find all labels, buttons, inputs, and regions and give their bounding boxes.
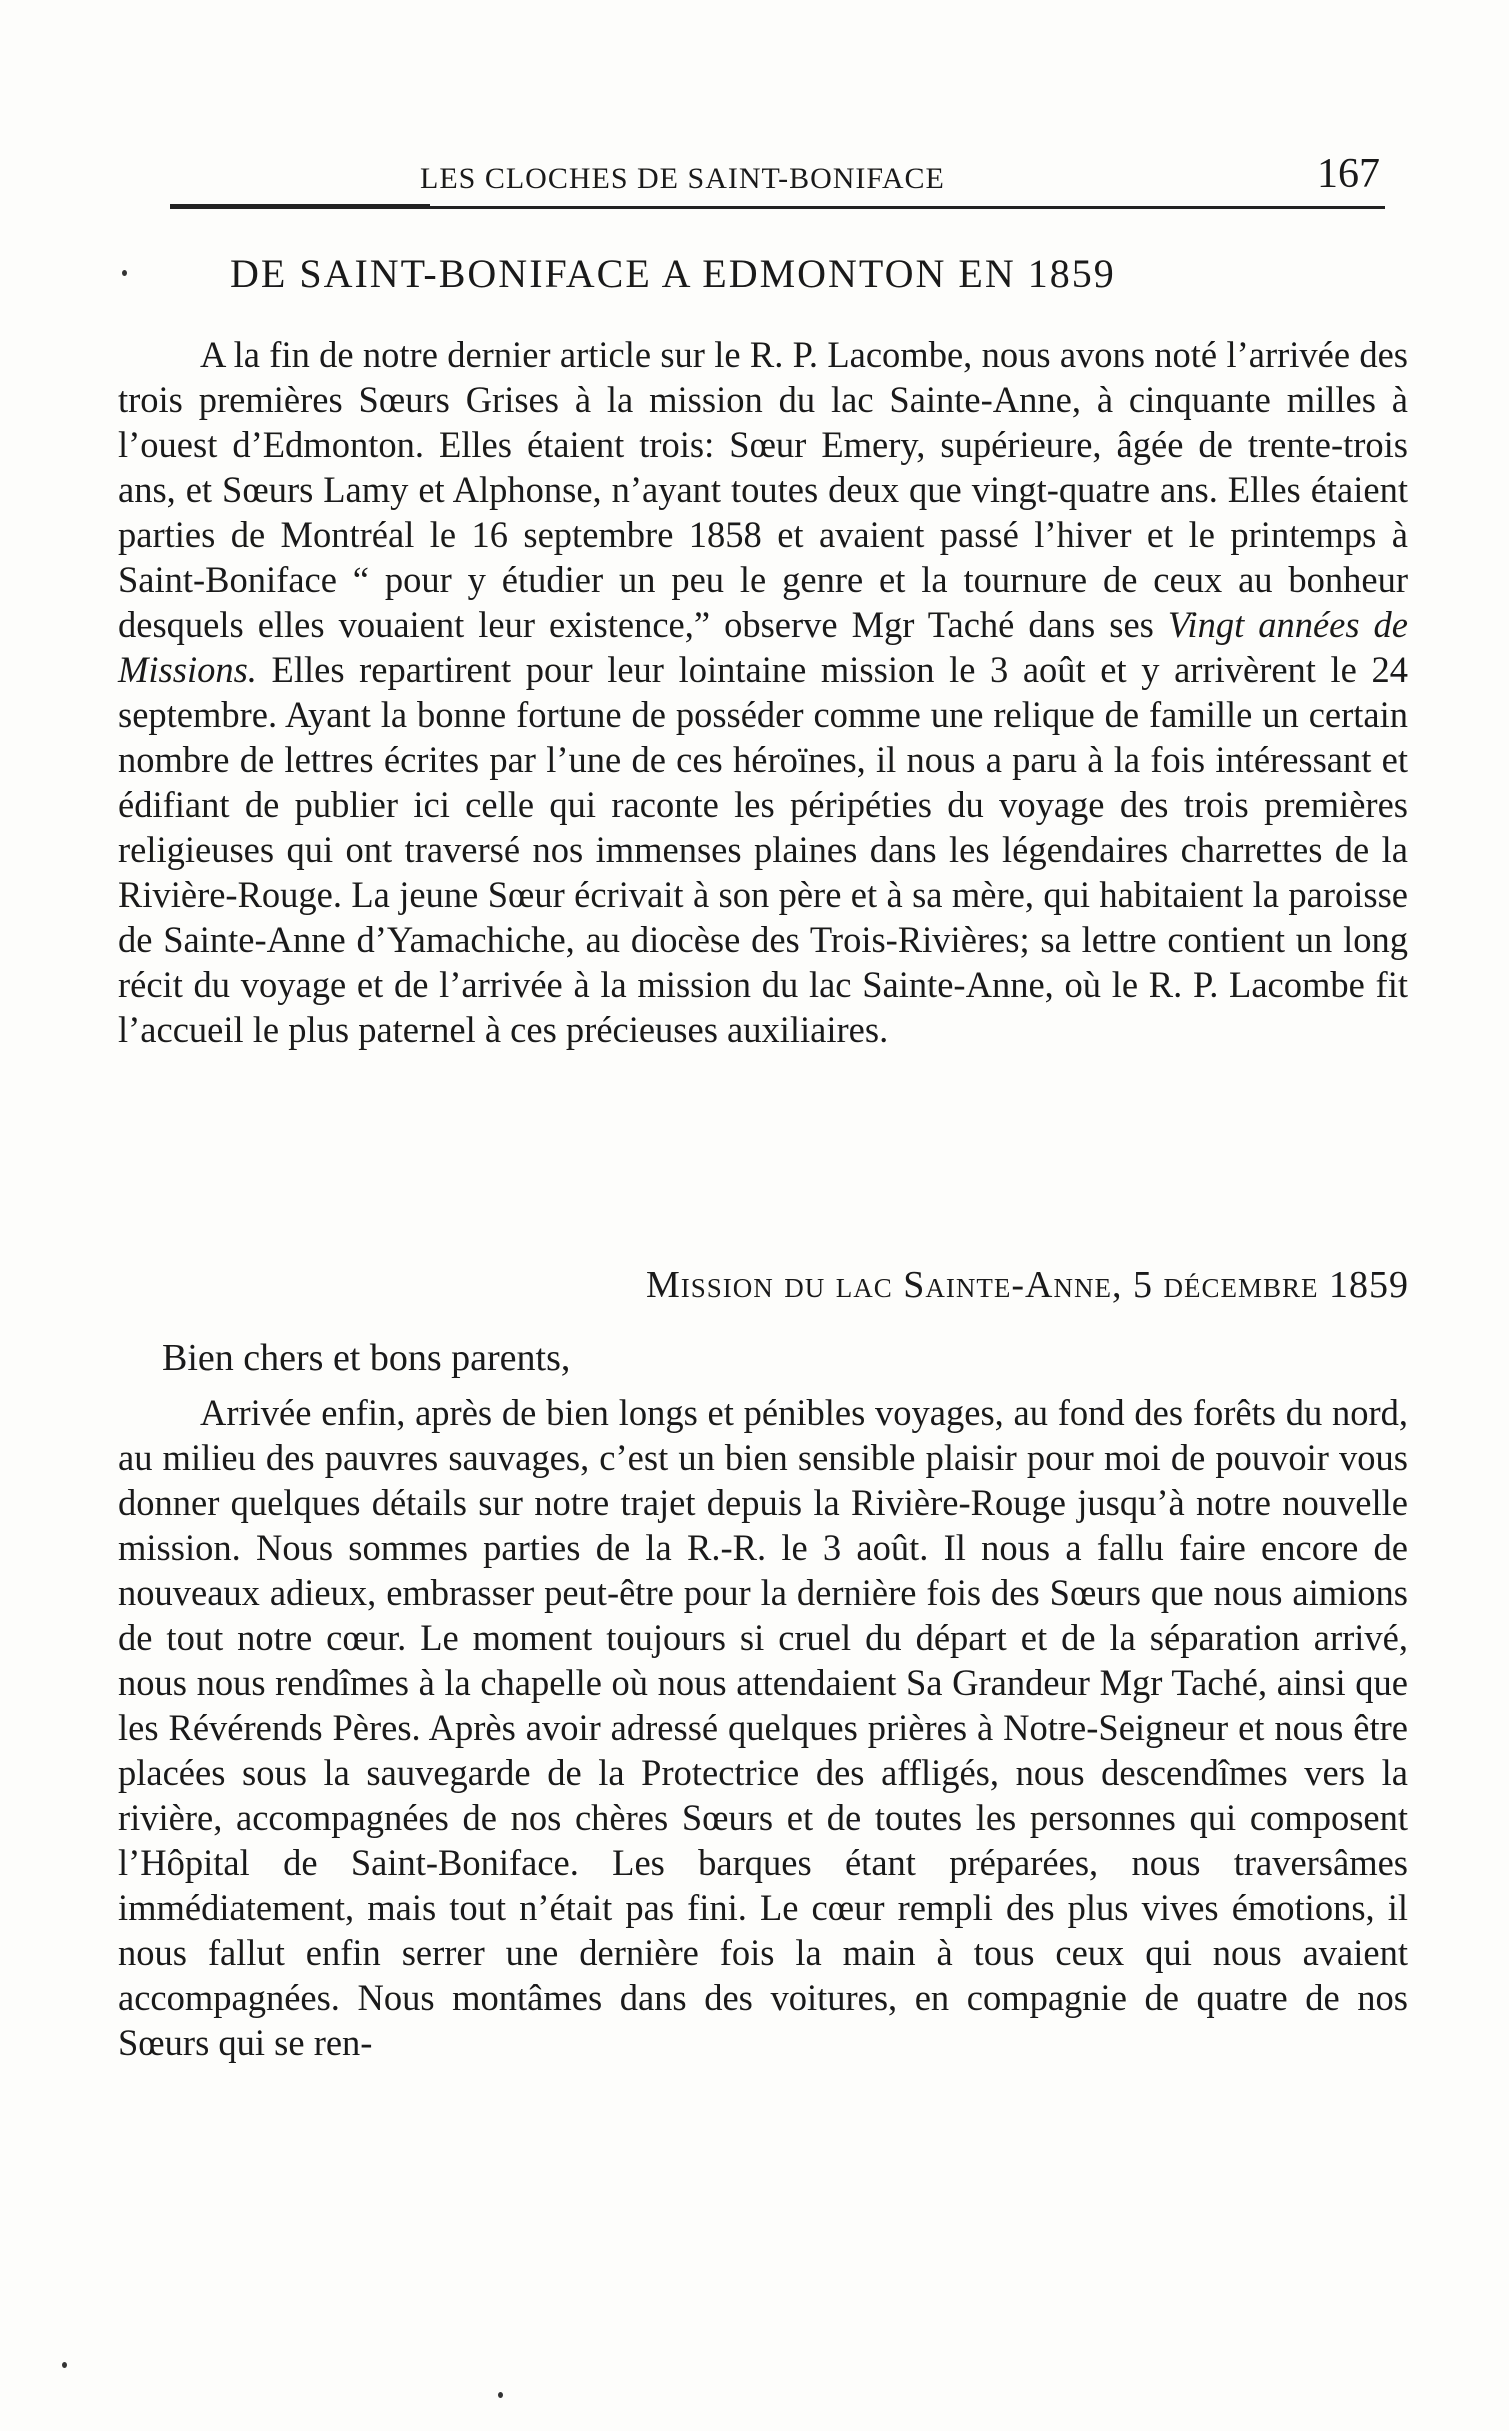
- intro-text-part-1: A la fin de notre dernier article sur le R. P. Lacombe, nous avons noté l’arrivée des trois premières Sœurs Grises à la mission du lac Sainte-Anne, à cinquante milles à l’ouest d’Edmonton. Elles étaient trois: Sœur Emery, supérieure, âgée de trente-trois ans, et Sœurs Lamy et Alphonse, n’ayant toutes deux que vingt-quatre ans. Elles étaient parties de Montréal le 16 septembre 1858 et avaient passé l’hiver et le printemps à Saint-Boniface “ pour y étudier un peu le genre et la tournure de ceux au bonheur desquels elles vouaient leur existence,” observe Mgr Taché dans ses: [118, 334, 1408, 645]
- intro-book-title: Vingt années de Missions.: [118, 604, 1408, 690]
- letter-salutation: Bien chers et bons parents,: [162, 1337, 571, 1379]
- print-speck: [62, 2362, 67, 2368]
- page-number: 167: [1317, 151, 1380, 197]
- section-title: DE SAINT-BONIFACE A EDMONTON EN 1859: [230, 251, 1116, 296]
- letter-text: Arrivée enfin, après de bien longs et pénibles voyages, au fond des forêts du nord, au milieu des pauvres sauvages, c’est un bien sensible plaisir pour moi de pouvoir vous donner quelques détails sur notre trajet depuis la Rivière-Rouge jusqu’à notre nouvelle mission. Nous sommes parties de la R.-R. le 3 août. Il nous a fallu faire encore de nouveaux adieux, embrasser peut-être pour la dernière fois des Sœurs que nous aimions de tout notre cœur. Le moment toujours si cruel du départ et de la séparation arrivé, nous nous rendîmes à la chapelle où nous attendaient Sa Grandeur Mgr Taché, ainsi que les Révérends Pères. Après avoir adressé quelques prières à Notre-Seigneur et nous être placées sous la sauvegarde de la Protectrice des affligés, nous descendîmes vers la rivière, accompagnées de nos chères Sœurs et de toutes les personnes qui composent l’Hôpital de Saint-Boniface. Les barques étant préparées, nous traversâmes immédiatement, mais tout n’était pas fini. Le cœur rempli des plus vives émotions, il nous fallut enfin serrer une dernière fois la main à tous ceux qui nous avaient accompagnées. Nous montâmes dans des voitures, en compagnie de quatre de nos Sœurs qui se ren-: [118, 1392, 1408, 2063]
- intro-text: [118, 332, 1408, 1052]
- intro-text-part-2: Elles repartirent pour leur lointaine mission le 3 août et y arrivèrent le 24 septembre. Ayant la bonne fortune de posséder comme une relique de famille un certain nombre de lettres écrites par l’une de ces héroïnes, il nous a paru à la fois intéressant et édifiant de publier ici celle qui raconte les péripéties du voyage des trois premières religieuses qui ont traversé nos immenses plaines dans les légendaires charrettes de la Rivière-Rouge. La jeune Sœur écrivait à son père et à sa mère, qui habitaient la paroisse de Sainte-Anne d’Yamachiche, au diocèse des Trois-Rivières; sa lettre contient un long récit du voyage et de l’arrivée à la mission du lac Sainte-Anne, où le R. P. Lacombe fit l’accueil le plus paternel à ces précieuses auxiliaires.: [118, 649, 1408, 1050]
- letter-dateline: Mission du lac Sainte-Anne, 5 décembre 1859: [645, 1264, 1409, 1306]
- running-title: LES CLOCHES DE SAINT-BONIFACE: [420, 162, 945, 195]
- print-speck: [498, 2392, 503, 2398]
- print-speck: [122, 270, 127, 276]
- letter-body: [118, 1390, 1408, 2065]
- header-rule-thick: [170, 204, 430, 209]
- running-head: [170, 150, 1380, 210]
- intro-paragraph: [118, 332, 1408, 1052]
